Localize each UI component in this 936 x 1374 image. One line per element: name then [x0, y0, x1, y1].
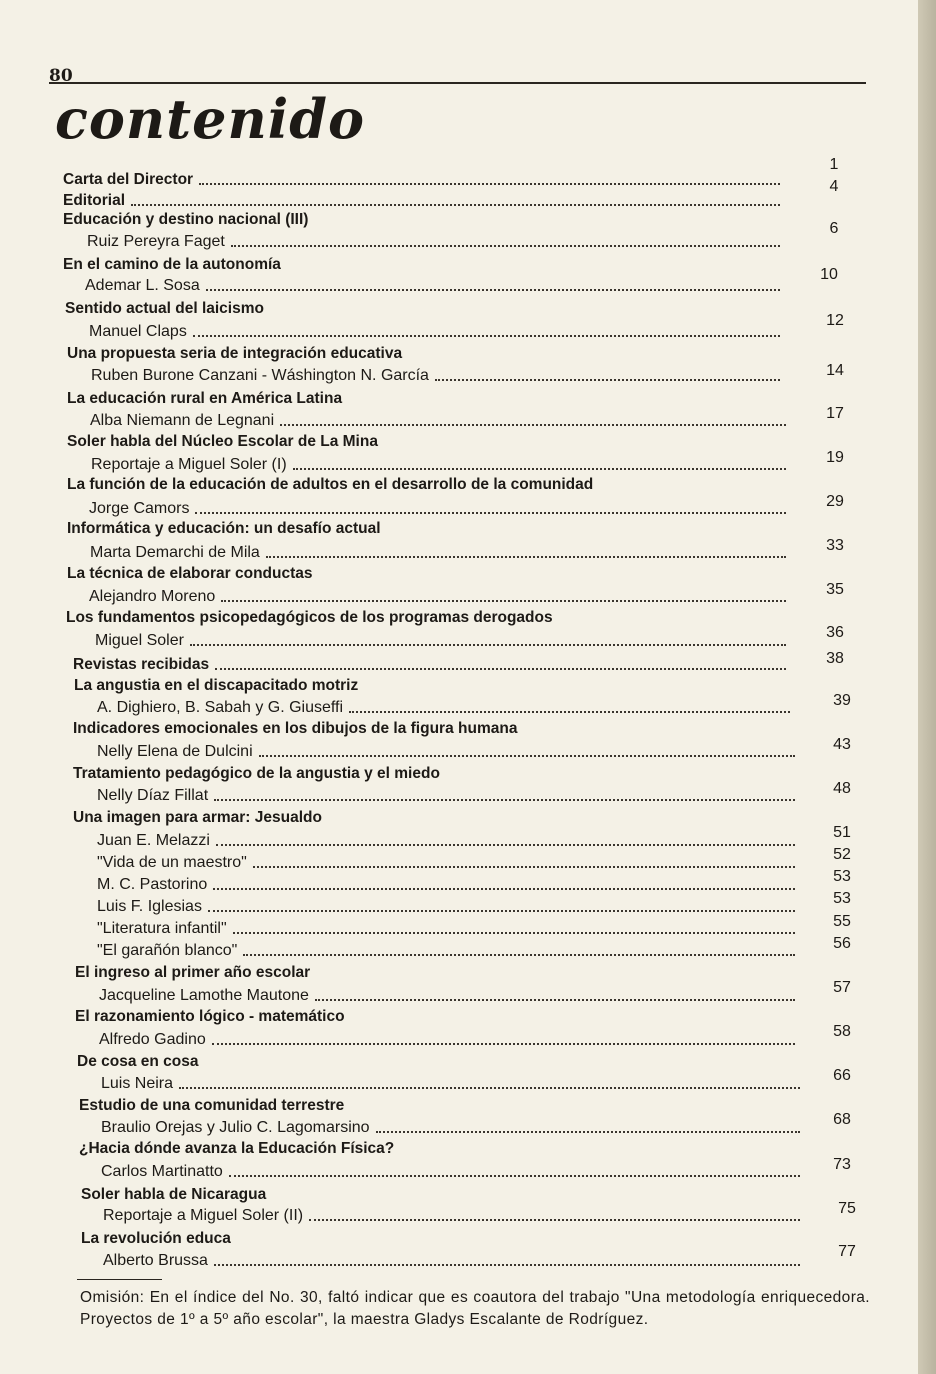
dot-leader: [214, 798, 795, 801]
toc-entry-label: Nelly Díaz Fillat: [97, 787, 209, 804]
toc-page-number: 29: [826, 493, 844, 510]
toc-entry-title: [75, 1003, 345, 1027]
footnote-rule: [77, 1279, 162, 1280]
toc-entry-author: [97, 738, 795, 762]
toc-entry-label: Indicadores emocionales en los dibujos de la figura humana: [73, 720, 518, 737]
toc-entry-label: Manuel Claps: [89, 323, 187, 340]
toc-entry-author: [89, 318, 780, 342]
toc-entry-title: [79, 1092, 344, 1116]
toc-entry-label: Informática y educación: un desafío actual: [67, 520, 381, 537]
toc-entry-author: [97, 937, 795, 961]
toc-entry-label: "Literatura infantil": [97, 920, 227, 937]
dot-leader: [212, 1042, 795, 1045]
page-edge: [918, 0, 936, 1374]
toc-page-number: 55: [833, 913, 851, 930]
toc-entry-label: Nelly Elena de Dulcini: [97, 743, 253, 760]
toc-entry-author: [97, 871, 795, 895]
toc-entry-label: A. Dighiero, B. Sabah y G. Giuseffi: [97, 699, 344, 716]
toc-entry-title: [67, 515, 381, 539]
dot-leader: [309, 1218, 800, 1221]
dot-leader: [266, 555, 786, 558]
dot-leader: [213, 887, 795, 890]
toc-page-number: 58: [833, 1023, 851, 1040]
toc-entry-label: Soler habla de Nicaragua: [81, 1186, 267, 1203]
toc-page-number: 17: [826, 405, 844, 422]
toc-entry-label: Una propuesta seria de integración educativa: [67, 345, 403, 362]
toc-entry-label: La educación rural en América Latina: [67, 390, 343, 407]
toc-entry-label: Una imagen para armar: Jesualdo: [73, 809, 322, 826]
dot-leader: [233, 931, 795, 934]
toc-entry-label: Carta del Director: [63, 171, 194, 188]
toc-entry-label: La revolución educa: [81, 1230, 231, 1247]
toc-entry-label: El razonamiento lógico - matemático: [75, 1008, 345, 1025]
toc-entry-label: Ruiz Pereyra Faget: [87, 233, 225, 250]
toc-entry-label: Educación y destino nacional (III): [63, 211, 309, 228]
toc-entry-label: Reportaje a Miguel Soler (II): [103, 1207, 304, 1224]
dot-leader: [259, 754, 795, 757]
dot-leader: [221, 599, 786, 602]
dot-leader: [216, 843, 795, 846]
dot-leader: [293, 467, 786, 470]
toc-entry-label: M. C. Pastorino: [97, 876, 208, 893]
toc-page-number: 43: [833, 736, 851, 753]
toc-page-number: 68: [833, 1111, 851, 1128]
toc-entry-label: La técnica de elaborar conductas: [67, 565, 313, 582]
toc-entry-author: [91, 362, 780, 386]
toc-page-number: 77: [838, 1243, 856, 1260]
toc-entry-label: Alejandro Moreno: [89, 588, 216, 605]
toc-entry-title: [79, 1135, 394, 1159]
toc-entry-label: Marta Demarchi de Mila: [90, 544, 260, 561]
toc-page-number: 57: [833, 979, 851, 996]
dot-leader: [280, 423, 786, 426]
toc-page-number: 6: [829, 220, 839, 237]
toc-entry-title: [75, 959, 310, 983]
toc-entry-label: "Vida de un maestro": [97, 854, 247, 871]
toc-entry-title: [67, 385, 342, 409]
dot-leader: [214, 1263, 800, 1266]
toc-entry-author: [103, 1202, 800, 1226]
dot-leader: [199, 182, 780, 185]
toc-entry-label: El ingreso al primer año escolar: [75, 964, 311, 981]
toc-entry-label: Alfredo Gadino: [99, 1031, 206, 1048]
dot-leader: [253, 865, 795, 868]
toc-entry-label: ¿Hacia dónde avanza la Educación Física?: [79, 1140, 395, 1157]
toc-entry-author: [87, 228, 780, 252]
toc-entry-label: Juan E. Melazzi: [97, 832, 210, 849]
dot-leader: [349, 710, 790, 713]
toc-page-number: 52: [833, 846, 851, 863]
toc-entry-label: En el camino de la autonomía: [63, 256, 281, 273]
toc-entry-title: [66, 604, 553, 628]
toc-entry-title: [67, 428, 378, 452]
dot-leader: [179, 1086, 800, 1089]
toc-entry-author: [101, 1070, 800, 1094]
toc-entry-author: [97, 893, 795, 917]
dot-leader: [208, 909, 795, 912]
toc-entry-title: [63, 206, 308, 230]
toc-entry-label: Ademar L. Sosa: [85, 277, 200, 294]
toc-entry-label: Reportaje a Miguel Soler (I): [91, 456, 287, 473]
toc-entry-label: Carlos Martinatto: [101, 1163, 223, 1180]
toc-page-number: 75: [838, 1200, 856, 1217]
toc-entry-author: [85, 272, 780, 296]
toc-entry-title: [65, 295, 264, 319]
toc-entry-title: [73, 804, 322, 828]
dot-leader: [315, 998, 795, 1001]
toc-entry-label: Jorge Camors: [89, 500, 190, 517]
toc-entry-label: Revistas recibidas: [73, 656, 210, 673]
toc-entry-title: [73, 715, 517, 739]
omission-note: Omisión: En el índice del No. 30, faltó indicar que es coautora del trabajo "Una metodología enriquecedora. Proyectos de 1º a 5º año escolar", la maestra Gladys Escalante de Rodríguez.: [80, 1289, 870, 1328]
toc-entry-label: Los fundamentos psicopedagógicos de los programas derogados: [66, 609, 553, 626]
dot-leader: [206, 288, 780, 291]
toc-page-number: 39: [833, 692, 851, 709]
toc-page-number: 51: [833, 824, 851, 841]
page-title: contenido: [55, 87, 366, 151]
toc-entry-label: La función de la educación de adultos en el desarrollo de la comunidad: [67, 476, 594, 493]
dot-leader: [215, 667, 786, 670]
toc-page-number: 38: [826, 650, 844, 667]
toc-page-number: 4: [829, 178, 839, 195]
toc-page-number: 12: [826, 312, 844, 329]
toc-entry-label: Braulio Orejas y Julio C. Lagomarsino: [101, 1119, 370, 1136]
page-number: 80: [49, 66, 73, 86]
toc-entry-label: De cosa en cosa: [77, 1053, 199, 1070]
toc-entry-author: [97, 782, 795, 806]
toc-page-number: 14: [826, 362, 844, 379]
toc-entry-author: [97, 827, 795, 851]
dot-leader: [435, 378, 780, 381]
toc-page-number: 19: [826, 449, 844, 466]
dot-leader: [229, 1174, 800, 1177]
toc-entry-label: Luis F. Iglesias: [97, 898, 202, 915]
toc-page-number: 56: [833, 935, 851, 952]
toc-entry-title: [67, 560, 313, 584]
dot-leader: [193, 334, 780, 337]
toc-page-number: 73: [833, 1156, 851, 1173]
toc-entry-label: Ruben Burone Canzani - Wáshington N. García: [91, 367, 429, 384]
toc-entry-label: Soler habla del Núcleo Escolar de La Mina: [67, 433, 378, 450]
toc-entry-title: [67, 340, 402, 364]
toc-page-number: 53: [833, 890, 851, 907]
toc-entry-label: Luis Neira: [101, 1075, 174, 1092]
toc-entry-label: Alberto Brussa: [103, 1252, 208, 1269]
toc-page-number: 33: [826, 537, 844, 554]
toc-entry-label: Jacqueline Lamothe Mautone: [99, 987, 309, 1004]
toc-page-number: 1: [829, 156, 839, 173]
toc-entry-title: [73, 760, 440, 784]
toc-entry-author: [103, 1247, 800, 1271]
toc-page-number: 35: [826, 581, 844, 598]
toc-entry-title: [77, 1048, 198, 1072]
toc-entry-label: Tratamiento pedagógico de la angustia y el miedo: [73, 765, 440, 782]
toc-entry-label: "El garañón blanco": [97, 942, 238, 959]
toc-entry-label: Alba Niemann de Legnani: [90, 412, 275, 429]
dot-leader: [190, 643, 786, 646]
toc-page-number: 66: [833, 1067, 851, 1084]
toc-page-number: 53: [833, 868, 851, 885]
toc-entry-author: [97, 849, 795, 873]
dot-leader: [195, 511, 786, 514]
dot-leader: [376, 1130, 800, 1133]
toc-page-number: 48: [833, 780, 851, 797]
toc-entry-title: [74, 672, 358, 696]
toc-entry-author: [101, 1158, 800, 1182]
toc-entry-label: Miguel Soler: [95, 632, 184, 649]
dot-leader: [231, 244, 780, 247]
toc-page-number: 36: [826, 624, 844, 641]
toc-entry-title: [67, 471, 593, 495]
dot-leader: [243, 953, 795, 956]
toc-entry-author: [95, 627, 786, 651]
toc-entry-label: Sentido actual del laicismo: [65, 300, 264, 317]
toc-entry-author: [97, 915, 795, 939]
toc-entry-title: [81, 1225, 231, 1249]
toc-entry-label: La angustia en el discapacitado motriz: [74, 677, 359, 694]
toc-page-number: 10: [820, 266, 838, 283]
toc-entry-label: Estudio de una comunidad terrestre: [79, 1097, 345, 1114]
toc-entry-label: Editorial: [63, 192, 126, 209]
toc-entry-author: [99, 1026, 795, 1050]
